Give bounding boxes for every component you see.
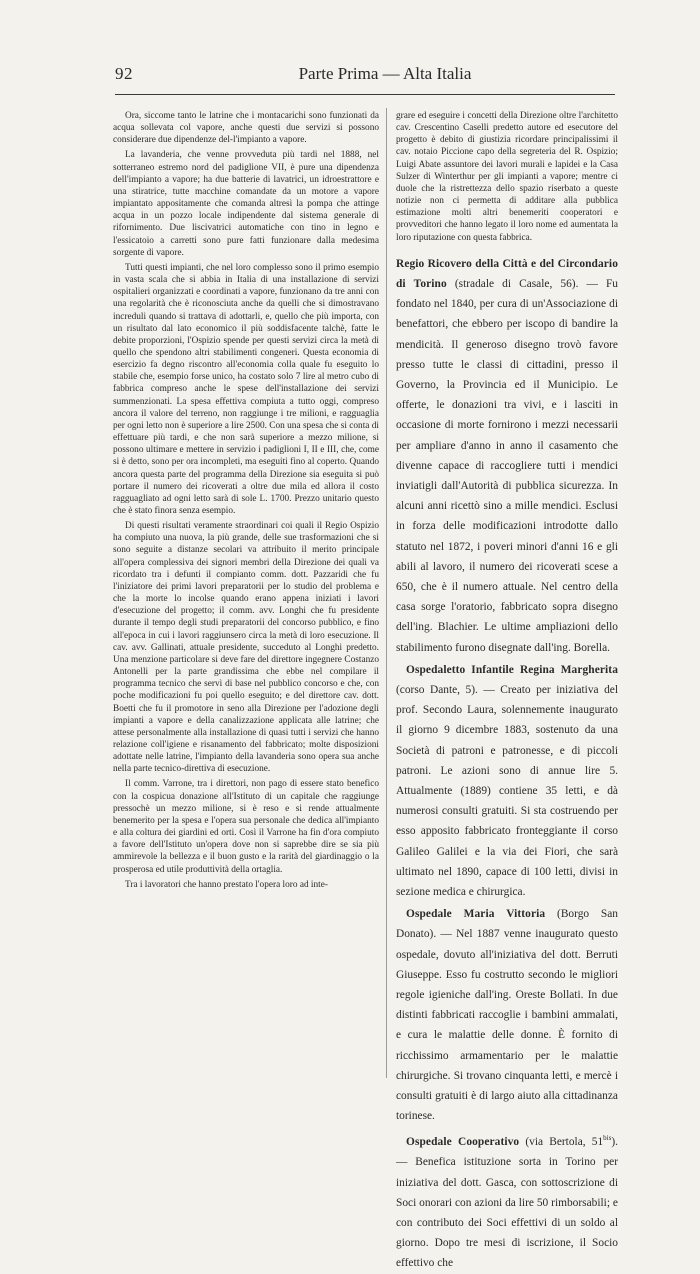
- header-rule: [115, 94, 615, 95]
- page-number: 92: [115, 64, 133, 83]
- superscript: bis: [603, 1134, 612, 1143]
- page-header: [115, 60, 615, 90]
- entry-ospedale-cooperativo: [396, 1128, 618, 1273]
- entry-ospedaletto-infantile: [396, 660, 618, 902]
- paragraph: Tutti questi impianti, che nel loro complesso sono il primo esempio in vasta scala che si abbia in Italia di una installazione di servizi ospitalieri organizzati e coordinati a vapore, funzionano da tre anni con una regolarità che è riconosciuta anche da quelli che si dimostravano increduli quando si trattava di adottarli, e, quello che più importa, con un risultato dal lato economico il più soddisfacente talchè, fatte le debite proporzioni, l'Ospizio spende per questi servizi circa la metà di quello che spendono altri stabilimenti congeneri. Questa economia di esercizio fa degno riscontro all'economia colla quale fu eseguito lo stabile che, esempio forse unico, ha costato solo 7 lire al metro cubo di fabbrica compreso anche le spese dell'installazione dei servizi summenzionati. La spesa effettiva compiuta a tutto oggi, compreso ancora il valore del terreno, non raggiunge i tre milioni, e ragguaglia per ogni letto non è superiore a lire 2500. Con una spesa che si conta di effettuare più tardi, e che non sarà superiore a mezzo milione, si possono ultimare e mettere in servizio i padiglioni I, II e III, che, come si è detto, sono per ora incompleti, ma eseguiti fino al coperto. Quando ancora questa parte del programma della Direzione sia eseguita si può portare il numero dei ricoverati a oltre due mila ed allora il costo ragguagliato ad ogni letto sarà di sole L. 1700. Prezzo unitario questo che è stato finora senza esempio.: [113, 262, 379, 516]
- paragraph: La lavanderia, che venne provveduta più tardi nel 1888, nel sotterraneo estremo nord del padiglione VII, è pure una dipendenza dell'impianto a vapore; ha due batterie di lavatrici, un idroestrattore e una stiratrice, tutte macchine comandate da un motore a vapore impiantato appositamente che comanda altresì la pompa che attinge acqua in un pozzo locale indipendente dal sistema generale di rifornimento. Due liscivatrici automatiche con tino in legno e l'essicatoio a carretti sono pure fatti funzionare dalla medesima sorgente di vapore.: [113, 150, 379, 258]
- entry-text: (Borgo San Donato). — Nel 1887 venne inaugurato questo ospedale, dovuto all'iniziativa del dott. Berruti Giuseppe. Esso fu costrutto secondo le migliori regole igieniche dall'ing. Oreste Bollati. In due distinti fabbricati raccoglie i bambini ammalati, e cura le malattie delle donne. È fornito di ricchissimo armamentario per le malattie chirurgiche. Si trovano cinquanta letti, e mercè i consulti gratuiti è di largo aiuto alla cittadinanza torinese.: [396, 908, 618, 1123]
- entry-text: (corso Dante, 5). — Creato per iniziativa del prof. Secondo Laura, solennemente inaugurato il giorno 9 dicembre 1883, sostenuto da una Società di patroni e patronesse, e di piccoli patroni. Le azioni sono di annue lire 5. Attualmente (1889) contiene 35 letti, e dà numerosi consulti gratuiti. Si sta costruendo per esso apposito fabbricato fronteggiante il corso Galileo Galilei e la via dei Fiori, che sarà ultimato nel 1890, capace di 100 letti, divisi in sezione medica e chirurgica.: [396, 683, 618, 899]
- entry-regio-ricovero: [396, 254, 618, 658]
- entry-text: ). — Benefica istituzione sorta in Torino per iniziativa del dott. Gasca, con sottoscrizione di Soci onorari con azioni da lire 50 rimborsabili; e con contributo dei Soci effettivi di un soldo al giorno. Dopo tre mesi di iscrizione, il Socio effettivo che: [396, 1136, 618, 1270]
- right-column: [396, 110, 618, 1270]
- left-column: [113, 110, 379, 1080]
- entry-title: Ospedaletto Infantile Regina Margherita: [406, 663, 618, 676]
- continuation-paragraph: grare ed eseguire i concetti della Direzione oltre l'architetto cav. Crescentino Caselli predetto autore ed esecutore del progetto è debito di giustizia ricordare principalissimi il cav. notaio Piccione capo della segreteria del R. Ospizio; Luigi Abate assuntore dei lavori murali e lapidei e la Casa Sulzer di Winterthur per gli impianti a vapore; mentre ci duole che la ristrettezza dello spazio riserbato a queste notizie non ci permetta di additare alla pubblica estimazione molti altri benemeriti cooperatori e provveditori che hanno legato il loro nome ed aumentata la loro riputazione con questa fabbrica.: [396, 111, 618, 243]
- entry-title: Regio Ricovero della Città e del Circondario di Torino: [396, 257, 618, 290]
- entry-text: (stradale di Casale, 56). — Fu fondato nel 1840, per cura di un'Associazione di benefattori, che ebbero per iscopo di bandire la mendicità. Il generoso disegno trovò favore presso tutte le classi di cittadini, presso il Governo, la Provincia ed il Municipio. Le offerte, le donazioni tra vivi, e i lasciti in occasione di morte fornirono i mezzi necessarii per ampliare d'anno in anno il casamento che divenne capace di raccogliere tutti i mendici inviatigli dall'Autorità di pubblica sicurezza. In alcuni anni ricettò sino a mille mendici. Esclusi in forza delle modificazioni introdotte dallo statuto nel 1872, i poveri minori d'anni 16 e gli abili al lavoro, il numero dei ricoverati scese a 650, che è il numero attuale. Nel centro della casa sorge l'oratorio, fabbricato sopra disegno dell'ing. Blachier. Le ultime ampliazioni dello stabilimento furono disegnate dall'ing. Borella.: [396, 277, 618, 654]
- entry-ospedale-maria-vittoria: [396, 904, 618, 1126]
- entry-title: Ospedale Maria Vittoria: [406, 908, 546, 921]
- paragraph: Di questi risultati veramente straordinari coi quali il Regio Ospizio ha compiuto una nuova, la più grande, delle sue trasformazioni che si sono seguite a distanze secolari va attribuito il merito principale all'opera complessiva dei signori membri della Direzione dei quali va ricordato tra i defunti il compianto comm. dott. Pazzaridi che fu l'iniziatore dei primi lavori preparatorii per lo studio del problema e che la morte lo incolse quando erano appena iniziati i lavori d'esecuzione del progetto; il comm. avv. Longhi che fu presidente durante il tempo degli studi preparatorii del concorso pubblico, e fino all'epoca in cui i lavori raggiunsero circa la metà di loro esecuzione. Il cav. avv. Gallinati, attuale presidente, succeduto al Longhi predetto. Una menzione particolare si deve fare del direttore ingegnere Costanzo Antonelli per la parte grandissima che ebbe nel compilare il programma tecnico che servì di base nel pubblico concorso e che, con poche modificazioni fu poi quello eseguito; e del direttore cav. dott. Boetti che fu il promotore in seno alla Direzione per l'adozione degli impianti a vapore e della canalizzazione applicata alle latrine; che attese personalmente alla installazione di quasi tutti i servizi che hanno relazione coll'igiene e risanamento del fabbricato; molte disposizioni adottate nelle latrine, l'impianto della lavanderia sono opera sua anche nella parte tecnico-direttiva di esecuzione.: [113, 521, 379, 775]
- entry-address: (via Bertola, 51: [519, 1136, 604, 1149]
- paragraph: Tra i lavoratori che hanno prestato l'opera loro ad inte-: [125, 879, 328, 890]
- entry-title: Ospedale Cooperativo: [406, 1136, 520, 1149]
- running-head: Parte Prima — Alta Italia: [298, 64, 472, 83]
- column-divider: [386, 108, 387, 1078]
- paragraph: Il comm. Varrone, tra i direttori, non pago di essere stato benefico con la cospicua donazione all'Istituto di un capitale che raggiunge pressochè un mezzo milione, si è reso e si rende attualmente benemerito per la spesa e l'opera sua personale che dedica all'impianto e alla coltura dei giardini ed orti. Così il Varrone ha fin d'ora compiuto a favore dell'Istituto un'opera dove non si saprebbe dire se sia più ammirevole la bellezza e il buon gusto e la rarità del giardinaggio o la prosperosa ed utile produttività della ortaglia.: [113, 779, 379, 875]
- paragraph: Ora, siccome tanto le latrine che i montacarichi sono funzionati da acqua sollevata col vapore, anche questi due servizi si possono considerare due dipendenze del-l'impianto a vapore.: [113, 111, 379, 146]
